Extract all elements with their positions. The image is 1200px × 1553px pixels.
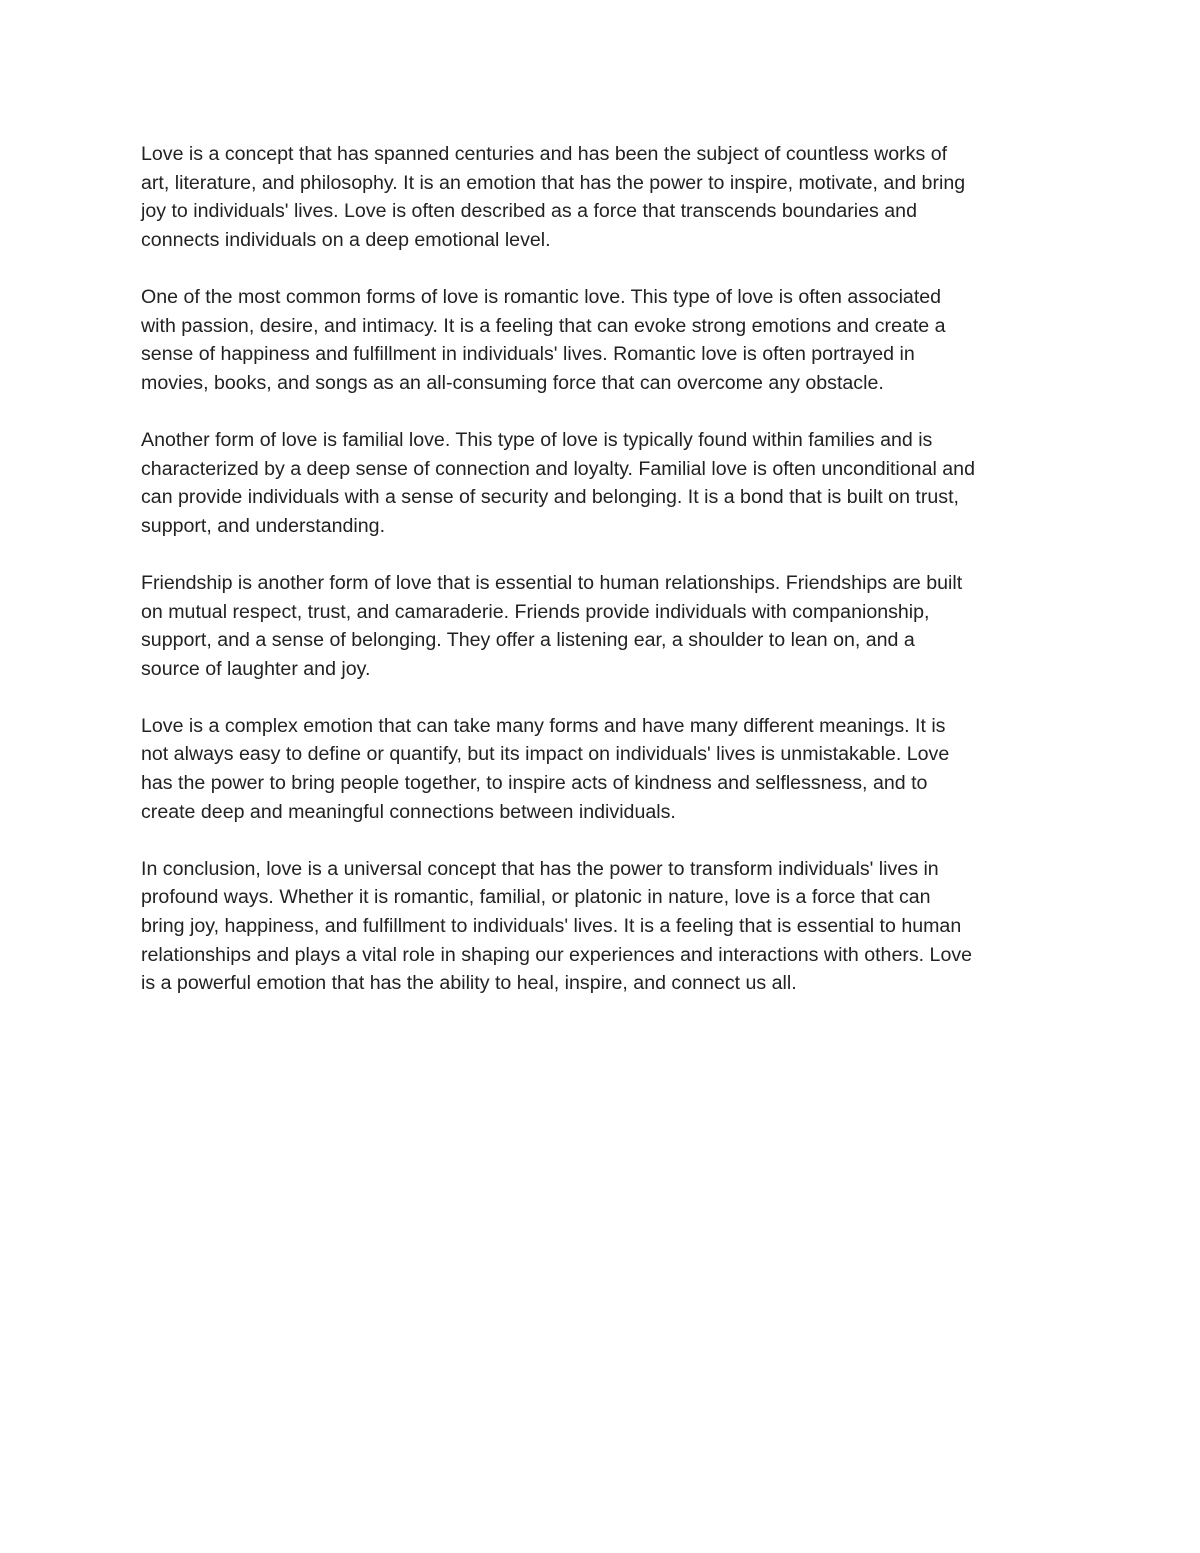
text-line: not always easy to define or quantify, but its impact on individuals' lives is unmistakable. Love [141, 743, 950, 766]
text-line: movies, books, and songs as an all-consuming force that can overcome any obstacle. [141, 371, 884, 394]
paragraph-4 [141, 569, 1066, 683]
text-line: joy to individuals' lives. Love is often described as a force that transcends boundaries and [141, 200, 917, 223]
text-line: source of laughter and joy. [141, 657, 371, 680]
text-line: connects individuals on a deep emotional level. [141, 228, 551, 251]
text-line: characterized by a deep sense of connection and loyalty. Familial love is often unconditional and [141, 457, 975, 480]
paragraph-1 [141, 140, 1066, 254]
text-line: profound ways. Whether it is romantic, familial, or platonic in nature, love is a force that can [141, 886, 931, 909]
text-line: art, literature, and philosophy. It is an emotion that has the power to inspire, motivate, and bring [141, 171, 966, 194]
text-line: is a powerful emotion that has the ability to heal, inspire, and connect us all. [141, 972, 797, 995]
text-line: support, and a sense of belonging. They offer a listening ear, a shoulder to lean on, and a [141, 629, 915, 652]
text-line: relationships and plays a vital role in shaping our experiences and interactions with others. Love [141, 943, 973, 966]
text-line: on mutual respect, trust, and camaraderie. Friends provide individuals with companionship, [141, 600, 930, 623]
text-line: In conclusion, love is a universal concept that has the power to transform individuals' lives in [141, 857, 939, 880]
text-line: has the power to bring people together, to inspire acts of kindness and selflessness, and to [141, 772, 928, 795]
text-line: Love is a concept that has spanned centuries and has been the subject of countless works of [141, 143, 948, 165]
text-line: create deep and meaningful connections between individuals. [141, 800, 676, 823]
text-line: with passion, desire, and intimacy. It is a feeling that can evoke strong emotions and create a [141, 314, 946, 337]
text-line: Love is a complex emotion that can take many forms and have many different meanings. It is [141, 714, 946, 737]
paragraph-3 [141, 426, 1066, 540]
text-line: can provide individuals with a sense of security and belonging. It is a bond that is built on trust, [141, 486, 959, 509]
document-body [141, 140, 1066, 998]
paragraph-5 [141, 712, 1066, 826]
paragraph-6 [141, 855, 1066, 998]
text-line: sense of happiness and fulfillment in individuals' lives. Romantic love is often portrayed in [141, 343, 915, 366]
text-line: Another form of love is familial love. This type of love is typically found within families and is [141, 428, 933, 451]
text-line: One of the most common forms of love is romantic love. This type of love is often associated [141, 285, 942, 308]
text-line: bring joy, happiness, and fulfillment to individuals' lives. It is a feeling that is essential to human [141, 915, 962, 938]
text-line: support, and understanding. [141, 514, 386, 537]
text-line: Friendship is another form of love that is essential to human relationships. Friendships are built [141, 571, 963, 594]
paragraph-2 [141, 283, 1066, 397]
